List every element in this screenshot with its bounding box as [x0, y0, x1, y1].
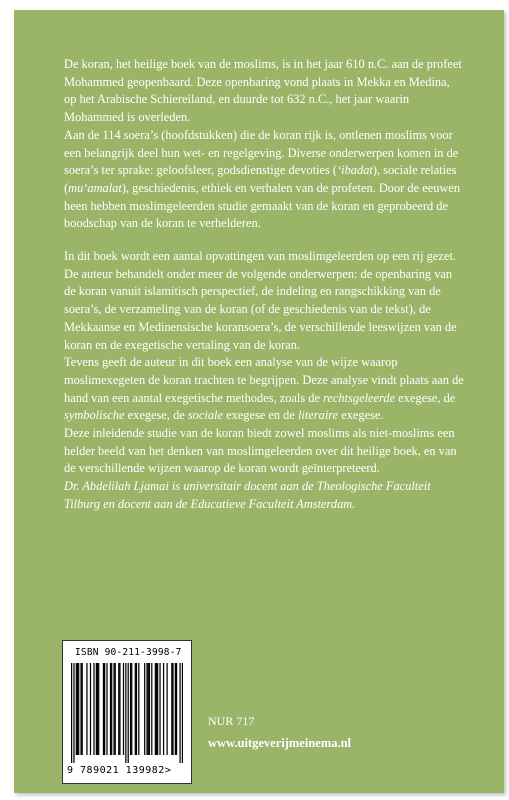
barcode-bar	[149, 663, 150, 755]
barcode-bar	[76, 663, 77, 755]
term-literaire: literaire	[297, 408, 339, 423]
author-bio	[64, 478, 464, 513]
barcode-bar	[144, 663, 145, 755]
paragraph-book-topics-text: In dit boek wordt een aantal opvattingen van moslimgeleerden op een rij gezet. De auteur behandelt onder meer de volgende onderwerpen: de openbaring van de koran vanuit islamitisch perspectief, de indeling en rangschikking van de soera’s, de verzameling van de koran (of de geschiedenis van de tekst), de Mekkaanse en Medinensische koransoera’s, de verschillende leeswijzen van de koran en de exegetische vertaling van de koran.	[64, 249, 457, 352]
barcode-bar	[175, 663, 176, 755]
barcode-bar	[71, 663, 72, 763]
barcode-bar	[182, 663, 183, 763]
paragraph-soeras-part2: ), sociale relaties (	[64, 163, 457, 195]
term-rechtsgeleerde: rechtsgeleerde	[323, 390, 396, 405]
paragraph-exegesis-part2: exegese, de	[395, 390, 456, 405]
paragraph-soeras-part1: Aan de 114 soera’s (hoofdstukken) die de koran rijk is, ontlenen moslims voor een belangrijk deel hun wet- en regelgeving. Diverse onderwerpen komen in de soera’s ter sprake: geloofsleer, godsdienstige devoties (	[64, 127, 459, 178]
publisher-url[interactable]: www.uitgeverijmeinema.nl	[208, 736, 352, 750]
barcode-bar	[135, 663, 136, 755]
barcode-bar	[77, 663, 78, 755]
paragraph-exegesis-part5: exegese.	[338, 408, 384, 423]
barcode-bar	[148, 663, 149, 755]
barcode-bar	[97, 663, 98, 755]
quiet-zone-mark: >	[164, 765, 172, 776]
barcode-bar	[155, 663, 156, 755]
barcode-bar	[123, 663, 124, 755]
barcode-bar	[78, 663, 79, 755]
barcode-bar	[146, 663, 147, 755]
barcode-bar	[125, 663, 126, 763]
nur-code: NUR 717	[208, 714, 255, 728]
barcode-bar	[86, 663, 87, 755]
term-sociale: sociale	[187, 408, 223, 423]
barcode-bar	[106, 663, 107, 755]
barcode-bar	[138, 663, 139, 755]
paragraph-intro-text: De koran, het heilige boek van de moslims, is in het jaar 610 n.C. aan de profeet Mohammed geopenbaard. Deze openbaring vond plaats in Mekka en Medina, op het Arabische Schiereiland, en duurde tot 632 n.C., het jaar waarin Mohammed is overleden.	[64, 57, 462, 125]
barcode-bar	[110, 663, 111, 755]
term-ibadat: ‘ibadat	[337, 163, 373, 178]
barcode-bar	[130, 663, 131, 755]
ean-digits-text: 9 789021 139982	[67, 765, 165, 776]
isbn-text: ISBN 90-211-3998-7	[75, 647, 182, 658]
barcode-bar	[104, 663, 105, 755]
paragraph-conclusion-text: Deze inleidende studie van de koran biedt zowel moslims als niet-moslims een helder beeld van het denken van moslimgeleerden over dit heilige boek, en van de verschillende wijzen waarop de koran wordt geïnterpreteerd.	[64, 426, 457, 476]
barcode-bar	[111, 663, 112, 755]
barcode-bar	[156, 663, 157, 755]
term-muamalat: mu‘amalat	[68, 180, 122, 195]
barcode-bar	[172, 663, 173, 755]
barcode-bar	[157, 663, 158, 755]
barcode-bar	[128, 663, 129, 763]
barcode-bar	[159, 663, 160, 755]
paragraph-gap	[64, 233, 464, 248]
barcode-bar	[73, 663, 74, 763]
barcode-bar	[118, 663, 119, 755]
barcode-bar	[90, 663, 91, 755]
barcode-label	[62, 640, 192, 784]
paragraph-exegesis-part4: exegese en de	[222, 408, 298, 423]
barcode-bar	[179, 663, 180, 763]
paragraph-intro	[64, 56, 464, 127]
blurb-text	[64, 56, 464, 514]
barcode-bar	[136, 663, 137, 755]
barcode-bar	[176, 663, 177, 755]
barcode-bar	[98, 663, 99, 755]
barcode-bar	[80, 663, 81, 755]
barcode-bar	[163, 663, 164, 755]
paragraph-conclusion	[64, 425, 464, 478]
author-bio-text: Dr. Abdelilah Ljamai is universitair docent aan de Theologische Faculteit Tilburg en docent aan de Educatieve Faculteit Amsterdam.	[64, 479, 431, 511]
term-symbolische: symbolische	[64, 408, 125, 423]
barcode-bar	[131, 663, 132, 755]
paragraph-book-topics	[64, 248, 464, 354]
barcode-bar	[171, 663, 172, 755]
barcode-bar	[113, 663, 114, 755]
barcode-bar	[166, 663, 167, 755]
paragraph-exegesis	[64, 354, 464, 425]
barcode-bar	[96, 663, 97, 755]
paragraph-soeras-part3: ), geschiedenis, ethiek en verhalen van de profeten. Door de eeuwen heen hebben moslimgeleerden studie gemaakt van de koran en geprobeerd de boodschap van de koran te verhelderen.	[64, 180, 461, 231]
barcode-bar	[103, 663, 104, 755]
paragraph-soeras	[64, 127, 464, 233]
barcode-bar	[119, 663, 120, 755]
barcode-bar	[115, 663, 116, 755]
barcode-bar	[82, 663, 83, 755]
paragraph-exegesis-part3: exegese, de	[124, 408, 188, 423]
barcode-bar	[151, 663, 152, 755]
barcode-icon	[71, 663, 183, 763]
paragraph-exegesis-part1: Tevens geeft de auteur in dit boek een analyse van de wijze waarop moslimexegeten de koran trachten te begrijpen. Deze analyse vindt plaats aan de hand van een aantal exegetische methodes, zoals de	[64, 355, 464, 405]
barcode-bar	[93, 663, 94, 755]
ean-digits	[67, 765, 171, 776]
